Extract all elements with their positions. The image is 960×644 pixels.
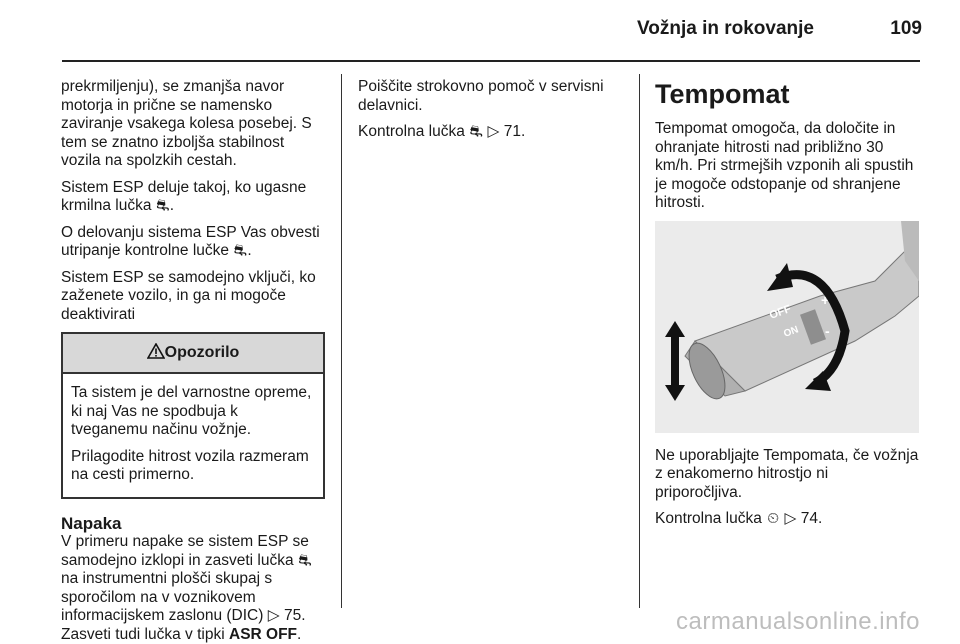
page-reference-arrow-icon: ▷: [487, 123, 500, 140]
esp-skid-icon: ⛐: [298, 551, 312, 569]
page-heading: Tempomat: [655, 79, 790, 109]
off-label: OFF: [767, 302, 793, 322]
warning-text: Prilagodite hitrost vozila razmeram na cesti primerno.: [71, 447, 309, 483]
header-title: Vožnja in rokovanje: [636, 18, 814, 39]
warning-box: [61, 332, 325, 499]
warning-header: [63, 334, 323, 374]
column-divider: [639, 74, 640, 608]
page-reference-link[interactable]: 71.: [503, 123, 526, 140]
paragraph: V primeru napake se sistem ESP se samodejno izklopi in zasveti lučka ⛐ na instrumentni plošči skupaj s sporočilom na v voznikovem informacijskem zaslonu (DIC) ▷ 75. Zasveti tudi lučka v tipki ASR OFF.: [61, 533, 312, 643]
paragraph: Poiščite strokovno pomoč v servisni delavnici.: [358, 78, 604, 114]
watermark: carmanualsonline.info: [676, 608, 920, 635]
esp-skid-icon: ⛐: [156, 197, 170, 214]
paragraph: Kontrolna lučka ⛐ ▷ 71.: [358, 123, 526, 140]
cruise-control-icon: ⏲: [767, 510, 780, 527]
section-heading: Napaka: [61, 513, 122, 533]
paragraph: Kontrolna lučka ⏲ ▷ 74.: [655, 510, 823, 527]
page-reference-arrow-icon: ▷: [784, 510, 797, 527]
paragraph: Ne uporabljajte Tempomata, če vožnja z enakomerno hitrostjo ni priporočljiva.: [655, 446, 919, 501]
paragraph: Sistem ESP deluje takoj, ko ugasne krmilna lučka ⛐.: [61, 178, 307, 214]
paragraph: O delovanju sistema ESP Vas obvesti utripanje kontrolne lučke ⛐.: [61, 223, 320, 259]
column-divider: [341, 74, 342, 608]
warning-text: Ta sistem je del varnostne opreme, ki naj Vas ne spodbuja k tveganemu načinu vožnje.: [71, 384, 312, 438]
left-column: [61, 78, 325, 644]
esp-skid-icon: ⛐: [233, 242, 248, 259]
paragraph: Tempomat omogoča, da določite in ohranjate hitrosti nad približno 30 km/h. Pri strmejših vzponih ali spustih je mogoče odstopanje od shranjene hitrosti.: [655, 120, 914, 211]
page-reference-arrow-icon: ▷: [267, 607, 280, 624]
cruise-control-lever-illustration: [655, 221, 919, 433]
plus-symbol: +: [821, 291, 830, 308]
middle-column: [358, 78, 622, 150]
page-number: 109: [890, 18, 922, 39]
esp-skid-icon: ⛐: [469, 123, 483, 140]
on-label: ON: [782, 323, 801, 340]
warning-title: Opozorilo: [164, 344, 240, 361]
minus-symbol: -: [825, 322, 830, 339]
button-name: ASR OFF: [229, 625, 298, 643]
right-column: [655, 78, 919, 537]
paragraph: prekrmiljenju), se zmanjša navor motorja in prične se namensko zaviranje vsakega kolesa posebej. S tem se znatno izboljša stabilnost vozila na spolzkih cestah.: [61, 78, 312, 169]
page-reference-link[interactable]: 74.: [800, 510, 823, 527]
warning-triangle-icon: [147, 343, 165, 359]
header-rule: [62, 60, 920, 62]
lever-drawing: [655, 221, 919, 433]
paragraph: Sistem ESP se samodejno vključi, ko zaženete vozilo, in ga ni mogoče deaktivirati: [61, 268, 316, 323]
page-reference-link[interactable]: 75.: [283, 607, 306, 624]
